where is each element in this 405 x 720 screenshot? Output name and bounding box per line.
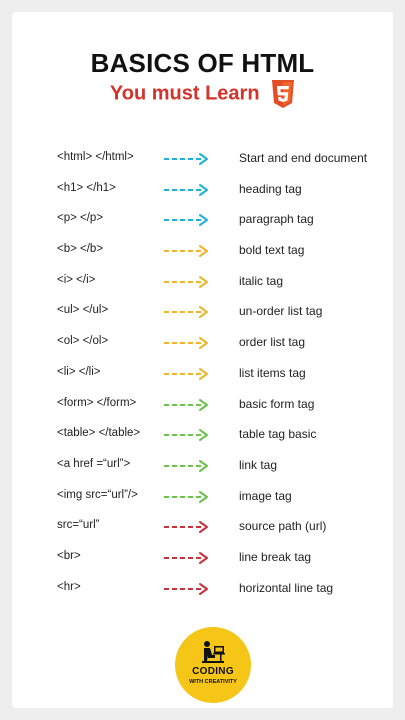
tag-description: line break tag xyxy=(239,549,312,564)
tag-code: <img src=“url”/> xyxy=(57,488,138,501)
tag-description: image tag xyxy=(239,488,292,503)
html5-logo-icon xyxy=(271,80,295,108)
tag-description: table tag basic xyxy=(239,427,317,442)
dashed-arrow-icon xyxy=(163,213,209,227)
tag-row xyxy=(0,358,405,389)
tag-code: <hr> xyxy=(57,580,81,593)
dashed-arrow-icon xyxy=(163,459,209,473)
dashed-arrow-icon xyxy=(163,183,209,197)
tag-row xyxy=(0,296,405,327)
tag-row xyxy=(0,174,405,205)
logo-title: CODING xyxy=(192,666,234,677)
tag-row xyxy=(0,573,405,604)
tag-description: source path (url) xyxy=(239,519,327,534)
tag-description: heading tag xyxy=(239,181,302,196)
page-subtitle xyxy=(0,80,405,108)
tag-code: <ol> </ol> xyxy=(57,335,109,348)
tag-description: bold text tag xyxy=(239,243,305,258)
tag-list xyxy=(0,143,405,603)
tag-row xyxy=(0,143,405,174)
dashed-arrow-icon xyxy=(163,582,209,596)
tag-row xyxy=(0,542,405,573)
tag-description: horizontal line tag xyxy=(239,580,334,595)
tag-description: Start and end document xyxy=(239,151,368,165)
logo-tagline: WITH CREATIVITY xyxy=(189,679,237,685)
tag-code: <br> xyxy=(57,549,81,562)
coder-at-desk-icon xyxy=(200,640,226,664)
tag-code: <h1> </h1> xyxy=(57,181,116,194)
tag-row xyxy=(0,511,405,542)
tag-row xyxy=(0,266,405,297)
dashed-arrow-icon xyxy=(163,428,209,442)
tag-code: <ul> </ul> xyxy=(57,304,109,317)
tag-code: <table> </table> xyxy=(57,427,141,440)
tag-description: italic tag xyxy=(239,273,284,288)
tag-description: un-order list tag xyxy=(239,304,323,319)
tag-code: <p> </p> xyxy=(57,212,104,225)
tag-code: <li> </li> xyxy=(57,365,101,378)
tag-description: basic form tag xyxy=(239,396,315,411)
subtitle-text: You must Learn xyxy=(109,82,260,105)
dashed-arrow-icon xyxy=(163,244,209,258)
dashed-arrow-icon xyxy=(163,367,209,381)
brand-logo xyxy=(175,627,251,703)
page-title: BASICS OF HTML xyxy=(90,48,315,78)
tag-row xyxy=(0,481,405,512)
tag-row xyxy=(0,419,405,450)
tag-code: <a href =“url”> xyxy=(57,457,131,470)
tag-code: <html> </html> xyxy=(57,151,134,163)
dashed-arrow-icon xyxy=(163,398,209,412)
dashed-arrow-icon xyxy=(163,551,209,565)
tag-description: order list tag xyxy=(239,335,306,350)
tag-row xyxy=(0,389,405,420)
tag-row xyxy=(0,204,405,235)
tag-code: <i> </i> xyxy=(57,273,96,286)
tag-description: paragraph tag xyxy=(239,212,314,227)
dashed-arrow-icon xyxy=(163,305,209,319)
dashed-arrow-icon xyxy=(163,336,209,350)
dashed-arrow-icon xyxy=(163,275,209,289)
dashed-arrow-icon xyxy=(163,490,209,504)
tag-code: <b> </b> xyxy=(57,243,104,256)
tag-row xyxy=(0,235,405,266)
dashed-arrow-icon xyxy=(163,520,209,534)
tag-code: <form> </form> xyxy=(57,396,137,409)
tag-row xyxy=(0,327,405,358)
tag-description: link tag xyxy=(239,457,278,472)
dashed-arrow-icon xyxy=(163,152,209,166)
tag-code: src=“url” xyxy=(57,519,100,532)
tag-row xyxy=(0,450,405,481)
tag-description: list items tag xyxy=(239,365,306,380)
